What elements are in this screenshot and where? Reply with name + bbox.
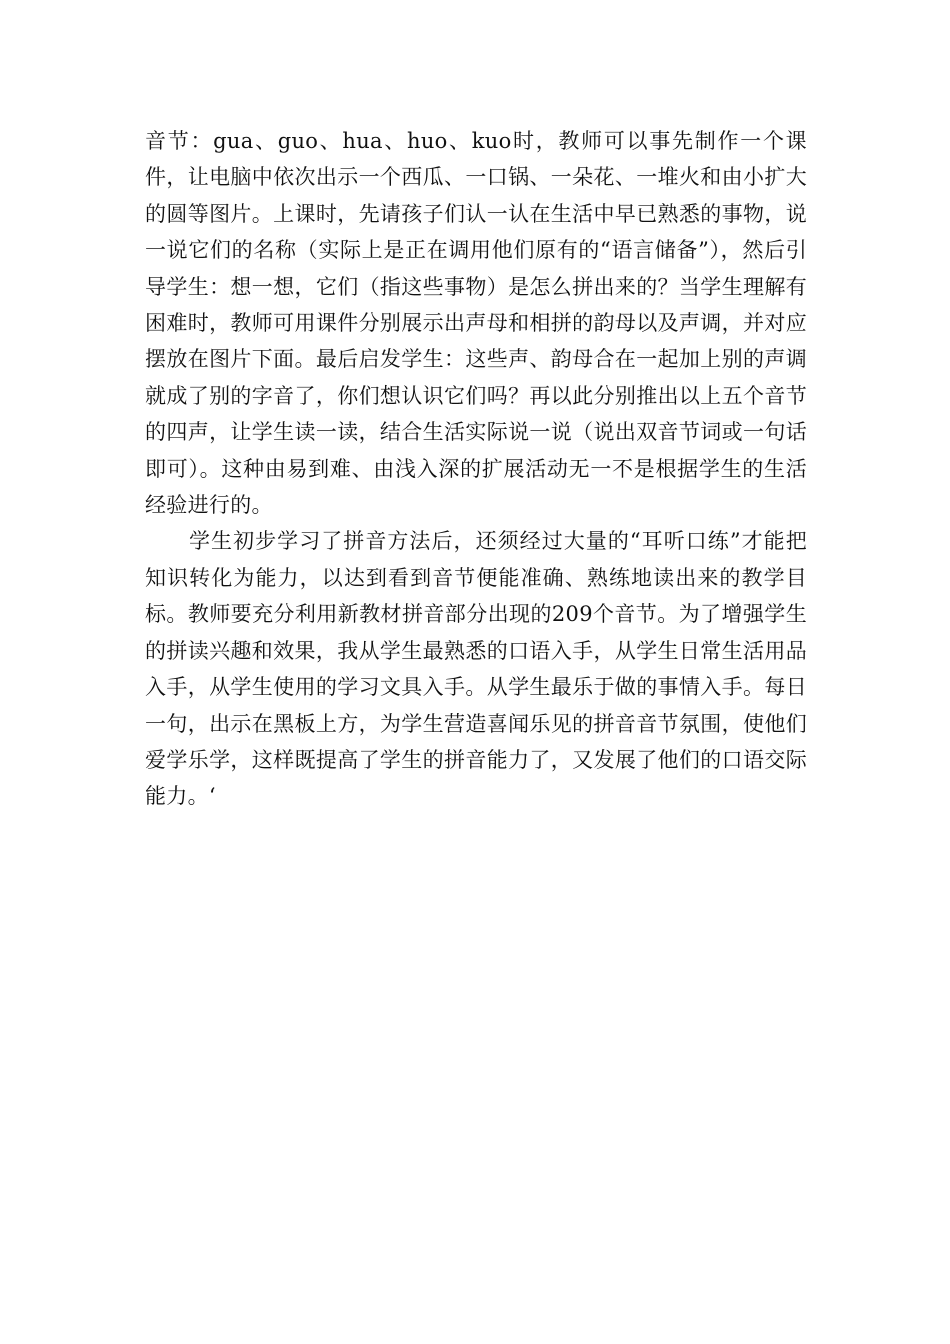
paragraph-2: 学生初步学习了拼音方法后，还须经过大量的“耳听口练”才能把知识转化为能力，以达到看到音节便能准确、熟练地读出来的教学目标。教师要充分利用新教材拼音部分出现的209个音节。为了增强学生的拼读兴趣和效果，我从学生最熟悉的口语入手，从学生日常生活用品入手，从学生使用的学习文具入手。从学生最乐于做的事情入手。每日一句，出示在黑板上方，为学生营造喜闻乐见的拼音音节氛围，使他们爱学乐学，这样既提高了学生的拼音能力了，又发展了他们的口语交际能力。‘ [145, 529, 807, 809]
document-body [145, 123, 807, 815]
paragraph-1: 音节：gua、guo、hua、huo、kuo时，教师可以事先制作一个课件，让电脑中依次出示一个西瓜、一口锅、一朵花、一堆火和由小扩大的圆等图片。上课时，先请孩子们认一认在生活中早已熟悉的事物，说一说它们的名称（实际上是正在调用他们原有的“语言储备”），然后引导学生：想一想，它们（指这些事物）是怎么拼出来的？当学生理解有困难时，教师可用课件分别展示出声母和相拼的韵母以及声调，并对应摆放在图片下面。最后启发学生：这些声、韵母合在一起加上别的声调就成了别的字音了，你们想认识它们吗？再以此分别推出以上五个音节的四声，让学生读一读，结合生活实际说一说（说出双音节词或一句话即可）。这种由易到难、由浅入深的扩展活动无一不是根据学生的生活经验进行的。 [145, 129, 807, 518]
